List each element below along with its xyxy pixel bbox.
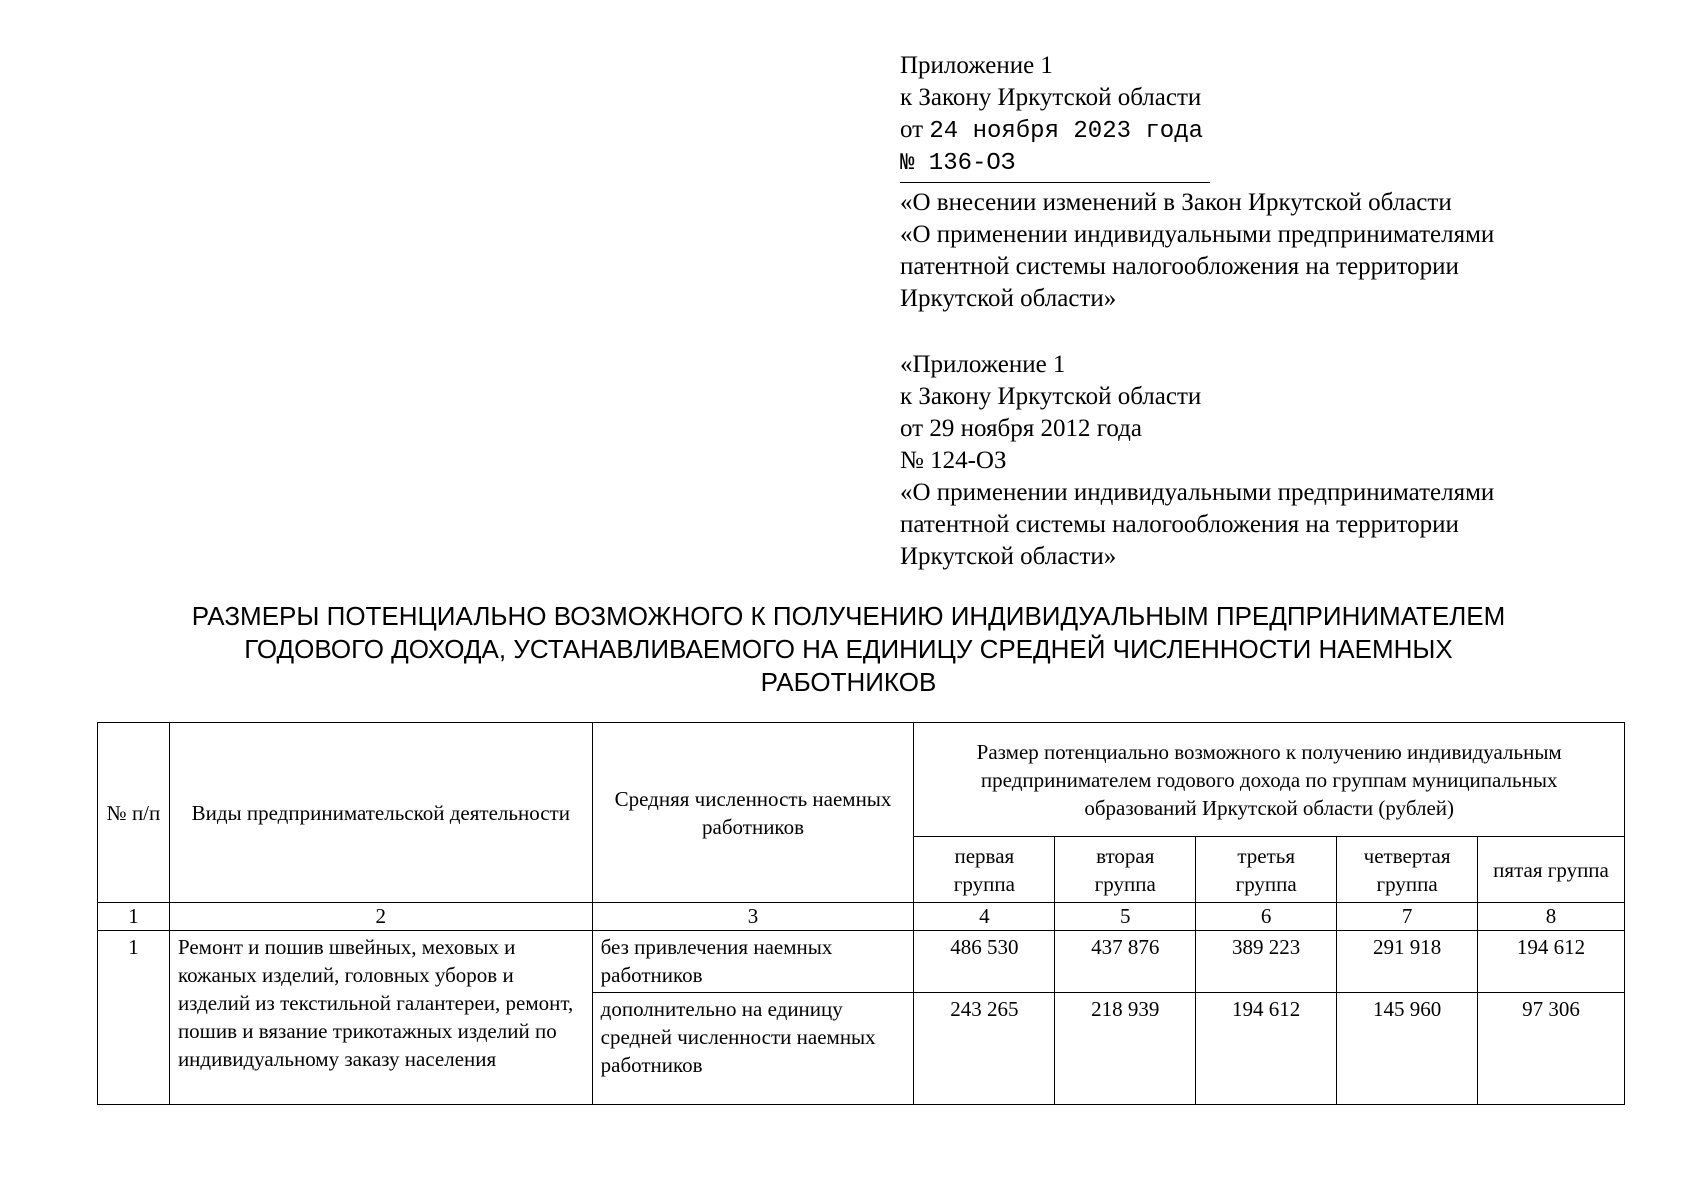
row-value: 218 939 (1055, 993, 1196, 1105)
original-appendix-line: «О применении индивидуальными предпринимателями (900, 479, 1495, 506)
document-title-line: РАБОТНИКОВ (760, 667, 937, 697)
row-value: 194 612 (1196, 993, 1337, 1105)
date-value: 24 ноября 2023 года (929, 118, 1204, 145)
law-title-line: Иркутской области» (900, 285, 1117, 312)
original-appendix-line: «Приложение 1 (900, 351, 1066, 378)
original-appendix-line: № 124-ОЗ (900, 447, 1007, 474)
row-value: 194 612 (1478, 931, 1625, 993)
row-workers: дополнительно на единицу средней численности наемных работников (592, 993, 914, 1105)
date-prefix: от (900, 116, 924, 143)
original-appendix-line: к Закону Иркутской области (900, 383, 1202, 410)
header-income: Размер потенциально возможного к получению индивидуальным предпринимателем годового дохода по группам муниципальных образований Иркутской области (рублей) (914, 723, 1625, 837)
row-value: 145 960 (1337, 993, 1478, 1105)
row-number: 1 (98, 931, 170, 1105)
column-number: 4 (914, 903, 1055, 931)
header-group: первая группа (914, 837, 1055, 903)
column-number-row (98, 903, 1625, 931)
row-value: 97 306 (1478, 993, 1625, 1105)
law-title-line: «О внесении изменений в Закон Иркутской области (900, 189, 1452, 216)
row-value: 437 876 (1055, 931, 1196, 993)
row-value: 389 223 (1196, 931, 1337, 993)
document-title-line: ГОДОВОГО ДОХОДА, УСТАНАВЛИВАЕМОГО НА ЕДИНИЦУ СРЕДНЕЙ ЧИСЛЕННОСТИ НАЕМНЫХ (244, 634, 1453, 664)
appendix-label: Приложение 1 (900, 52, 1053, 79)
original-appendix-line: Иркутской области» (900, 543, 1117, 570)
original-appendix-line: от 29 ноября 2012 года (900, 415, 1142, 442)
income-table (97, 722, 1625, 1105)
header-number: № п/п (98, 723, 170, 903)
appendix-header (900, 50, 1600, 573)
document-title-line: РАЗМЕРЫ ПОТЕНЦИАЛЬНО ВОЗМОЖНОГО К ПОЛУЧЕНИЮ ИНДИВИДУАЛЬНЫМ ПРЕДПРИНИМАТЕЛЕМ (191, 601, 1506, 631)
row-workers: без привлечения наемных работников (592, 931, 914, 993)
signature-rule (900, 182, 1210, 183)
row-value: 243 265 (914, 993, 1055, 1105)
law-title-line: «О применении индивидуальными предпринимателями (900, 221, 1495, 248)
column-number: 1 (98, 903, 170, 931)
column-number: 6 (1196, 903, 1337, 931)
column-number: 7 (1337, 903, 1478, 931)
header-group: третья группа (1196, 837, 1337, 903)
law-date (900, 114, 1600, 148)
row-value: 291 918 (1337, 931, 1478, 993)
header-activity: Виды предпринимательской деятельности (169, 723, 592, 903)
header-group: четвертая группа (1337, 837, 1478, 903)
header-workers: Средняя численность наемных работников (592, 723, 914, 903)
law-reference: к Закону Иркутской области (900, 84, 1202, 111)
table-header-row (98, 723, 1625, 837)
original-appendix-line: патентной системы налогообложения на территории (900, 511, 1459, 538)
law-number: № 136-ОЗ (900, 150, 1016, 177)
table-row (98, 931, 1625, 993)
law-title-line: патентной системы налогообложения на территории (900, 253, 1459, 280)
row-value: 486 530 (914, 931, 1055, 993)
column-number: 5 (1055, 903, 1196, 931)
column-number: 3 (592, 903, 914, 931)
header-group: пятая группа (1478, 837, 1625, 903)
header-group: вторая группа (1055, 837, 1196, 903)
document-title (60, 600, 1637, 699)
column-number: 8 (1478, 903, 1625, 931)
row-activity: Ремонт и пошив швейных, меховых и кожаных изделий, головных уборов и изделий из текстильной галантереи, ремонт, пошив и вязание трикотажных изделий по индивидуальному заказу населения (169, 931, 592, 1105)
column-number: 2 (169, 903, 592, 931)
